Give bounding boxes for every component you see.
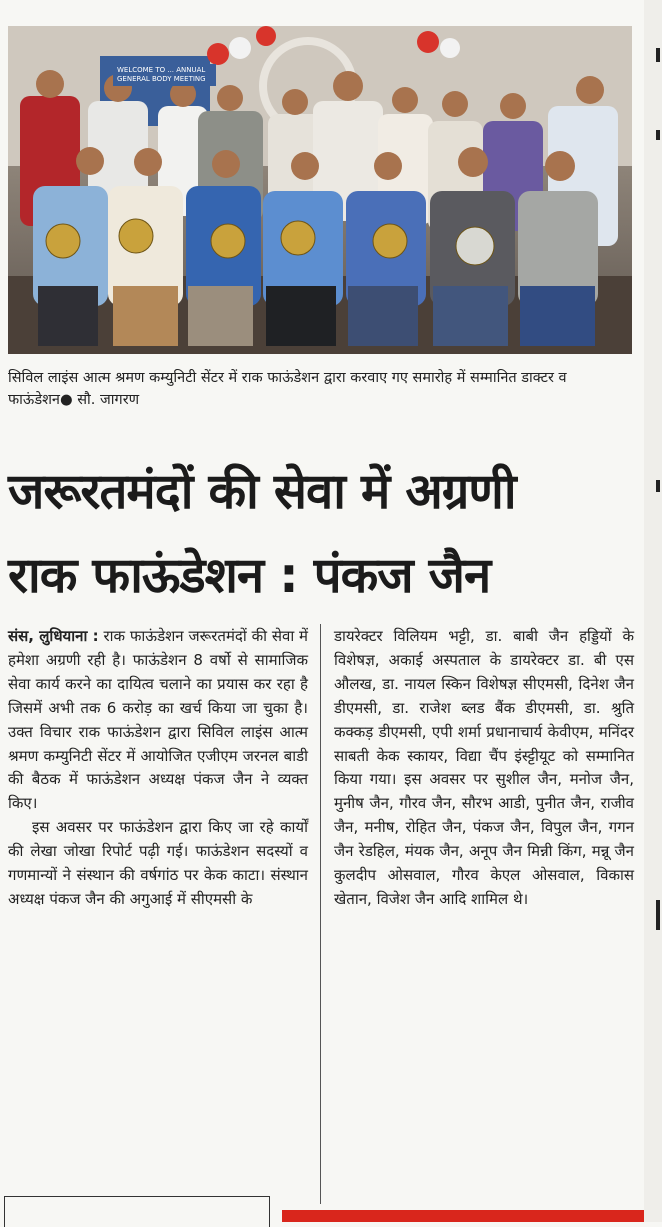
group-photo <box>8 26 632 354</box>
article-paragraph-2: इस अवसर पर फाऊंडेशन द्वारा किए जा रहे कार्यों की लेखा जोखा रिपोर्ट पढ़ी गई। फाऊंडेशन सदस्यों व गणमान्यों ने संस्थान की वर्षगांठ पर केक काटा। संस्थान अध्यक्ष पंकज जैन की अगुआई में सीएमसी के <box>8 818 308 908</box>
photo-caption <box>8 367 632 411</box>
headline-line-2: राक फाऊंडेशन : पंकज जैन <box>8 547 491 604</box>
column-divider <box>320 624 321 1204</box>
caption-text: सिविल लाइंस आत्म श्रमण कम्युनिटी सेंटर में राक फाऊंडेशन द्वारा करवाए गए समारोह में सम्मानित डाक्टर व फाऊंडेशन <box>8 370 567 408</box>
edge-mark <box>656 48 660 62</box>
edge-mark <box>656 130 660 140</box>
edge-mark <box>656 480 660 492</box>
article-column-right <box>334 625 634 912</box>
paragraph-1-text: राक फाऊंडेशन जरूरतमंदों की सेवा में हमेशा अग्रणी रही है। फाऊंडेशन 8 वर्षो से सामाजिक सेवा कार्य करने का दायित्व चलाने का प्रयास कर रहा है जिसमें अभी तक 6 करोड़ का खर्च किया जा चुका है। उक्त विचार राक फाऊंडेशन द्वारा सिविल लाइंस आत्म श्रमण कम्युनिटी सेंटर में आयोजित एजीएम जरनल बाडी की बैठक में फाऊंडेशन अध्यक्ष पंकज जैन ने व्यक्त किए। <box>8 627 309 813</box>
article-column-left <box>8 625 308 912</box>
welcome-banner: WELCOME TO ... ANNUAL GENERAL BODY MEETING <box>113 64 216 86</box>
next-article-box <box>4 1196 270 1227</box>
adjacent-page-edge <box>644 0 662 1222</box>
photo-credit: ● सौ. जागरण <box>59 392 140 408</box>
article-paragraph-3: डायरेक्टर विलियम भट्टी, डा. बाबी जैन हड्डियों के विशेषज्ञ, अकाई अस्पताल के डायरेक्टर डा. बी एस औलख, डा. नायल स्किन विशेषज्ञ सीएमसी, दिनेश जैन डीएमसी, डा. राजेश ब्लड बैंक डीएमसी, डा. श्रुति कक्कड़ डीएमसी, एपी शर्मा प्रधानाचार्य केवीएम, मनिंदर साबती केक स्कायर, विद्या चैंप इंस्ट्टीयूट को सम्मानित किया गया। इस अवसर पर सुशील जैन, मनोज जैन, मुनीष जैन, गौरव जैन, सौरभ आडी, पुनीत जैन, राजीव जैन, मनीष, रोहित जैन, पंकज जैन, विपुल जैन, गगन जैन रेडहिल, मंयक जैन, अनूप जैन मिन्नी किंग, मन्नू जैन कुलदीप ओसवाल, गौरव केएल ओसवाल, विकास खेतान, विजेश जैन आदि शामिल थे। <box>334 627 634 908</box>
headline-line-1: जरूरतमंदों की सेवा में अग्रणी <box>8 463 516 520</box>
dateline: संस, लुधियाना : <box>8 627 99 645</box>
red-rule <box>282 1210 644 1222</box>
edge-mark <box>656 900 660 930</box>
article-paragraph-1 <box>8 625 308 816</box>
